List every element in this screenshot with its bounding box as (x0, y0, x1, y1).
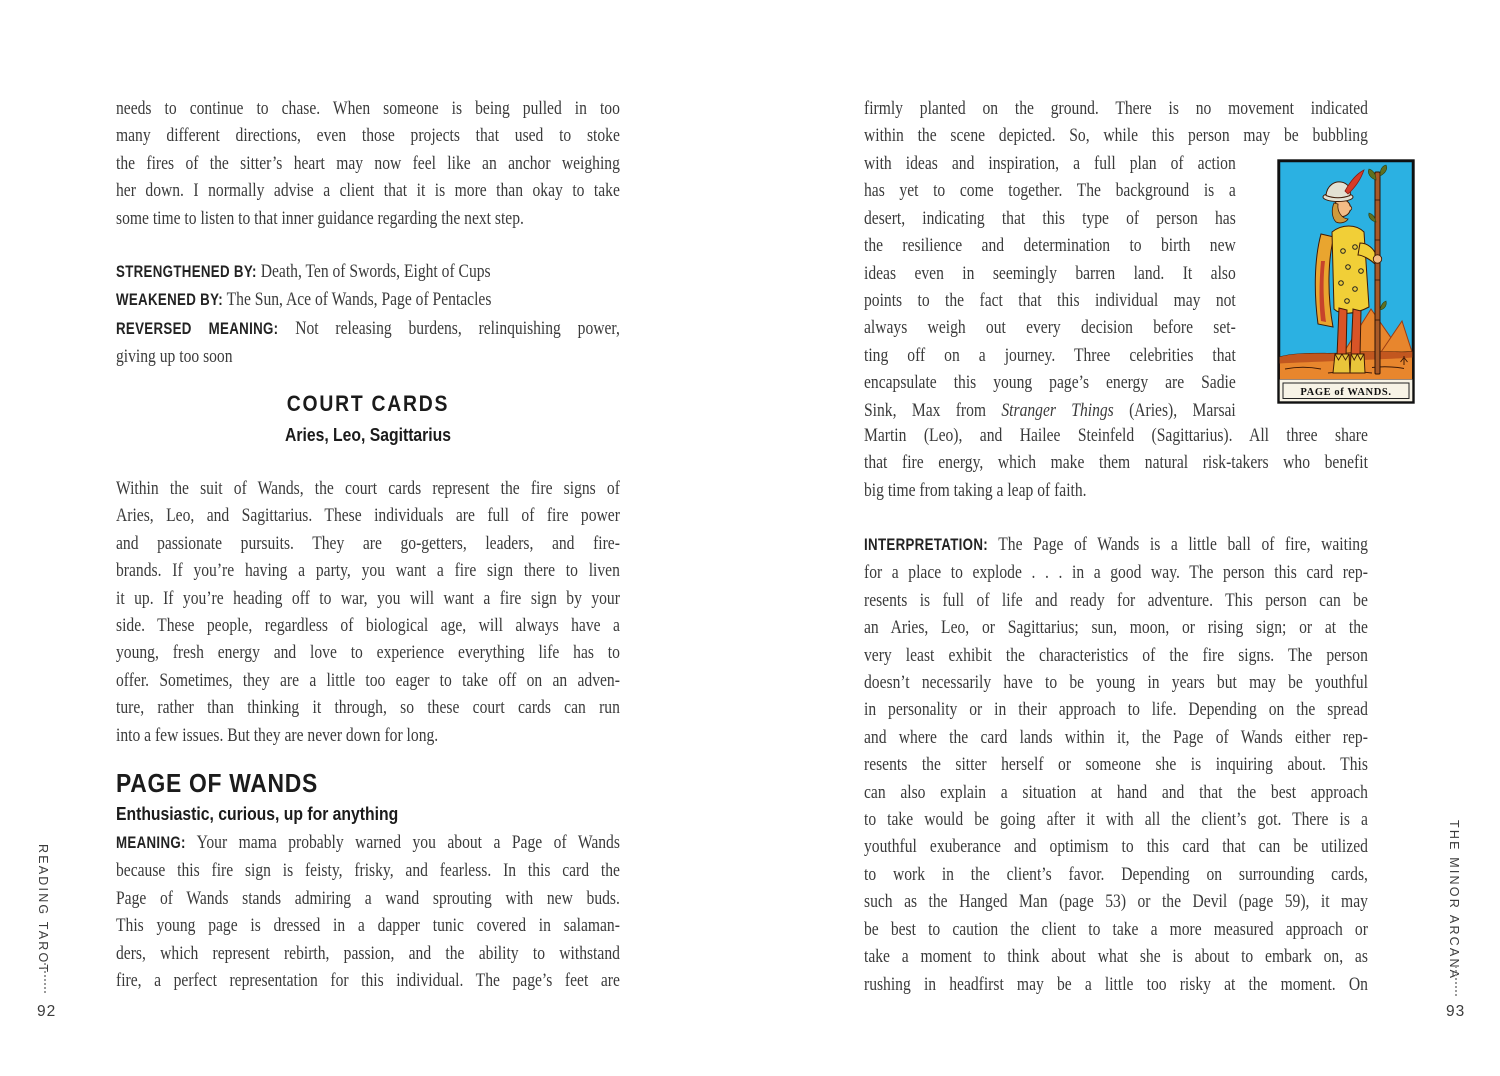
body-text: Your mama probably warned you about a Page of Wands (185, 832, 620, 853)
text-line (116, 205, 620, 232)
text-line (116, 967, 620, 994)
text-line (864, 95, 1368, 122)
body-text: points to the fact that this individual may not (864, 290, 1236, 312)
body-text: many different directions, even those projects that used to stoke (116, 125, 620, 147)
text-line (116, 557, 620, 584)
text-line (864, 150, 1236, 177)
figure-tunic (1332, 226, 1369, 313)
interpretation-paragraph (864, 531, 1368, 998)
right-paragraph-beside-card (864, 150, 1236, 424)
inline-label: INTERPRETATION: (864, 536, 988, 554)
text-line (864, 888, 1368, 915)
body-text: resents is full of life and ready for adventure. This person can be (864, 589, 1368, 611)
body-text: needs to continue to chase. When someone is being pulled in too (116, 98, 620, 119)
body-text: desert, indicating that this type of person has (864, 207, 1236, 229)
body-text: into a few issues. But they are never down for long. (116, 724, 439, 746)
inline-label: REVERSED MEANING: (116, 319, 279, 338)
text-line (864, 559, 1368, 586)
text-line (116, 258, 620, 286)
wand-staff (1375, 172, 1380, 374)
inline-label: STRENGTHENED BY: (116, 263, 257, 281)
body-text: resents the sitter herself or someone she is inquiring about. This (864, 754, 1368, 776)
figure-leg (1351, 309, 1361, 356)
text-line (116, 530, 620, 557)
body-text: for a place to explode . . . in a good way. The person this card rep- (864, 562, 1368, 584)
text-line (864, 833, 1368, 860)
inline-label: MEANING: (116, 834, 186, 852)
body-text: This young page is dressed in a dapper tunic covered in salaman- (116, 915, 620, 937)
text-line (864, 971, 1368, 998)
right-margin-running-head: THE MINOR ARCANA (1447, 820, 1461, 981)
body-text: Page of Wands stands admiring a wand sprouting with new buds. (116, 887, 620, 909)
text-line (116, 612, 620, 639)
body-text: firmly planted on the ground. There is no movement indicated (864, 98, 1368, 119)
text-line (116, 177, 620, 204)
court-cards-paragraph (116, 475, 620, 749)
text-line (864, 724, 1368, 751)
body-text: Aries, Leo, and Sagittarius. These individuals are full of fire power (116, 505, 620, 527)
text-line (864, 696, 1368, 723)
page-of-wands-card (1276, 158, 1416, 405)
inline-label: WEAKENED BY: (116, 291, 224, 310)
text-line (116, 315, 620, 343)
text-line (116, 639, 620, 666)
text-line (864, 205, 1236, 232)
body-text: the fires of the sitter’s heart may now feel like an anchor weighing (116, 152, 620, 174)
page-of-wands-heading: PAGE OF WANDS (116, 768, 318, 798)
italic-text: Stranger Things (1001, 399, 1114, 421)
text-line (864, 260, 1236, 287)
body-text: because this fire sign is feisty, frisky, and fearless. In this card the (116, 860, 620, 882)
text-line (116, 150, 620, 177)
body-text: Sink, Max from (864, 399, 1002, 421)
margin-dotted-divider (44, 963, 46, 993)
body-text: the resilience and determination to birth new (864, 235, 1236, 257)
text-line (116, 475, 620, 502)
body-text: ideas even in seemingly barren land. It also (864, 262, 1236, 284)
text-line (864, 232, 1236, 259)
body-text: it up. If you’re heading off to war, you will want a fire sign by your (116, 587, 620, 609)
body-text: always weigh out every decision before set- (864, 317, 1236, 339)
body-text: (Aries), Marsai (1113, 399, 1236, 421)
body-text: young, fresh energy and love to experience everything life has to (116, 642, 620, 664)
card-caption: PAGE of WANDS. (1300, 387, 1392, 398)
text-line (116, 857, 620, 884)
meaning-paragraph (116, 829, 620, 994)
text-line (116, 95, 620, 122)
margin-dotted-divider (1455, 966, 1457, 996)
text-line (864, 287, 1236, 314)
body-text: offer. Sometimes, they are a little too eager to take off on an adven- (116, 669, 620, 691)
body-text: Within the suit of Wands, the court cards represent the fire signs of (116, 478, 620, 499)
text-line (116, 286, 620, 314)
text-line (864, 531, 1368, 559)
body-text: doesn’t necessarily have to be young in years but may be youthful (864, 672, 1368, 694)
text-line (864, 342, 1236, 369)
body-text: ting off on a journey. Three celebrities that (864, 344, 1236, 366)
text-line (116, 667, 620, 694)
text-line (116, 912, 620, 939)
body-text: rushing in headfirst may be a little too risky at the moment. On (864, 973, 1368, 995)
card-attributes-list (116, 258, 620, 371)
text-line (864, 177, 1236, 204)
body-text: brands. If you’re having a party, you want a fire sign there to liven (116, 560, 620, 582)
figure-leg (1337, 308, 1347, 356)
body-text: some time to listen to that inner guidance regarding the next step. (116, 207, 524, 229)
left-page-number: 92 (37, 1003, 57, 1020)
left-paragraph-continuation (116, 95, 620, 232)
body-text: that fire energy, which make them natural risk-takers who benefit (864, 452, 1368, 474)
body-text: Death, Ten of Swords, Eight of Cups (256, 261, 491, 282)
body-text: take a moment to think about what she is about to embark on, as (864, 946, 1368, 968)
body-text: has yet to come together. The background is a (864, 180, 1236, 202)
right-paragraph-below-card (864, 422, 1368, 504)
body-text: within the scene depicted. So, while this person may be bubbling (864, 125, 1368, 147)
body-text: with ideas and inspiration, a full plan of action (864, 153, 1236, 174)
text-line (864, 477, 1368, 504)
body-text: an Aries, Leo, or Sagittarius; sun, moon, or rising sign; or at the (864, 617, 1368, 639)
text-line (864, 779, 1368, 806)
text-line (864, 669, 1368, 696)
court-cards-heading: COURT CARDS (286, 391, 450, 416)
body-text: to take would be going after it with all the client’s got. There is a (864, 809, 1368, 831)
text-line (116, 585, 620, 612)
text-line (116, 940, 620, 967)
text-line (864, 422, 1368, 449)
text-line (864, 943, 1368, 970)
text-line (864, 861, 1368, 888)
text-line (116, 885, 620, 912)
text-line (864, 397, 1236, 424)
figure-hand (1373, 255, 1381, 263)
body-text: very least exhibit the characteristics of the fire signs. The person (864, 644, 1368, 666)
body-text: in personality or in their approach to life. Depending on the spread (864, 699, 1368, 721)
text-line (864, 369, 1236, 396)
body-text: can also explain a situation at hand and that the best approach (864, 781, 1368, 803)
text-line (864, 122, 1368, 149)
text-line (864, 806, 1368, 833)
body-text: ders, which represent rebirth, passion, and the ability to withstand (116, 942, 620, 964)
left-margin-running-head: READING TAROT (36, 844, 50, 975)
text-line (116, 694, 620, 721)
body-text: Not releasing burdens, relinquishing power, (278, 317, 620, 339)
text-line (116, 502, 620, 529)
court-cards-subheading: Aries, Leo, Sagittarius (284, 424, 452, 445)
body-text: youthful exuberance and optimism to this card that can be utilized (864, 836, 1368, 858)
body-text: be best to caution the client to take a more measured approach or (864, 918, 1368, 940)
body-text: ture, rather than thinking it through, so these court cards can run (116, 697, 620, 719)
text-line (116, 122, 620, 149)
body-text: such as the Hanged Man (page 53) or the Devil (page 59), it may (864, 891, 1368, 913)
text-line (864, 751, 1368, 778)
body-text: side. These people, regardless of biological age, will always have a (116, 615, 620, 637)
text-line (116, 722, 620, 749)
body-text: her down. I normally advise a client that it is more than okay to take (116, 180, 620, 202)
body-text: to work in the client’s favor. Depending on surrounding cards, (864, 863, 1368, 885)
text-line (116, 343, 620, 370)
body-text: big time from taking a leap of faith. (864, 479, 1087, 501)
body-text: giving up too soon (116, 346, 233, 368)
text-line (864, 587, 1368, 614)
right-page-number: 93 (1446, 1003, 1466, 1020)
page-of-wands-subheading: Enthusiastic, curious, up for anything (116, 803, 399, 824)
body-text: The Sun, Ace of Wands, Page of Pentacles (223, 289, 492, 311)
body-text: fire, a perfect representation for this individual. The page’s feet are (116, 970, 620, 992)
right-paragraph-top (864, 95, 1368, 150)
text-line (116, 829, 620, 857)
text-line (864, 314, 1236, 341)
body-text: Martin (Leo), and Hailee Steinfeld (Sagittarius). All three share (864, 425, 1368, 446)
body-text: encapsulate this young page’s energy are Sadie (864, 372, 1236, 394)
body-text: and where the card lands within it, the Page of Wands either rep- (864, 726, 1368, 748)
body-text: and passionate pursuits. They are go-getters, leaders, and fire- (116, 532, 620, 554)
text-line (864, 916, 1368, 943)
page-of-wands-card-art (1276, 158, 1416, 405)
text-line (864, 614, 1368, 641)
text-line (864, 642, 1368, 669)
text-line (864, 449, 1368, 476)
body-text: The Page of Wands is a little ball of fire, waiting (987, 534, 1368, 555)
